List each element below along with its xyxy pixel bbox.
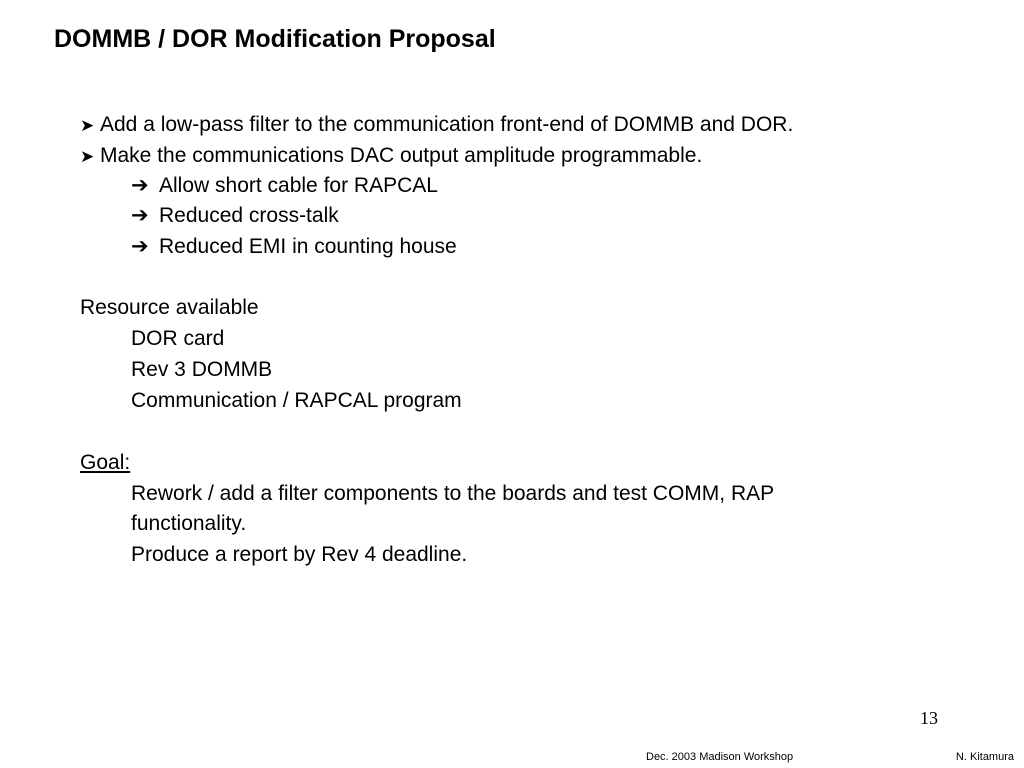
benefit-item — [131, 235, 457, 259]
bullet-text: Add a low-pass filter to the communication front-end of DOMMB and DOR. — [100, 113, 794, 136]
benefit-item — [131, 204, 339, 228]
right-arrow-icon: ➔ — [131, 174, 149, 197]
right-arrow-icon: ➔ — [131, 204, 149, 227]
resource-item: DOR card — [131, 327, 225, 350]
resource-item: Rev 3 DOMMB — [131, 358, 273, 381]
page-number: 13 — [920, 708, 938, 728]
goal-line: Produce a report by Rev 4 deadline. — [131, 543, 468, 566]
slide-title: DOMMB / DOR Modification Proposal — [54, 25, 496, 53]
resource-item: Communication / RAPCAL program — [131, 389, 462, 412]
bullet-item — [80, 113, 793, 138]
bullet-text: Make the communications DAC output amplitude programmable. — [100, 144, 703, 167]
goal-line: Rework / add a filter components to the boards and test COMM, RAP — [131, 482, 775, 505]
footer-author: N. Kitamura — [955, 751, 1014, 763]
resources-heading: Resource available — [80, 296, 259, 319]
right-arrow-icon: ➔ — [131, 235, 149, 258]
bullet-item — [80, 144, 702, 169]
benefit-text: Reduced cross-talk — [159, 204, 339, 227]
arrowhead-bullet-icon: ➤ — [80, 147, 95, 166]
arrowhead-bullet-icon: ➤ — [80, 116, 95, 135]
benefit-text: Allow short cable for RAPCAL — [159, 174, 438, 197]
goal-line: functionality. — [131, 512, 247, 535]
goal-heading: Goal: — [80, 451, 131, 474]
benefit-item — [131, 174, 438, 198]
footer-event: Dec. 2003 Madison Workshop — [646, 751, 794, 763]
benefit-text: Reduced EMI in counting house — [159, 235, 457, 258]
